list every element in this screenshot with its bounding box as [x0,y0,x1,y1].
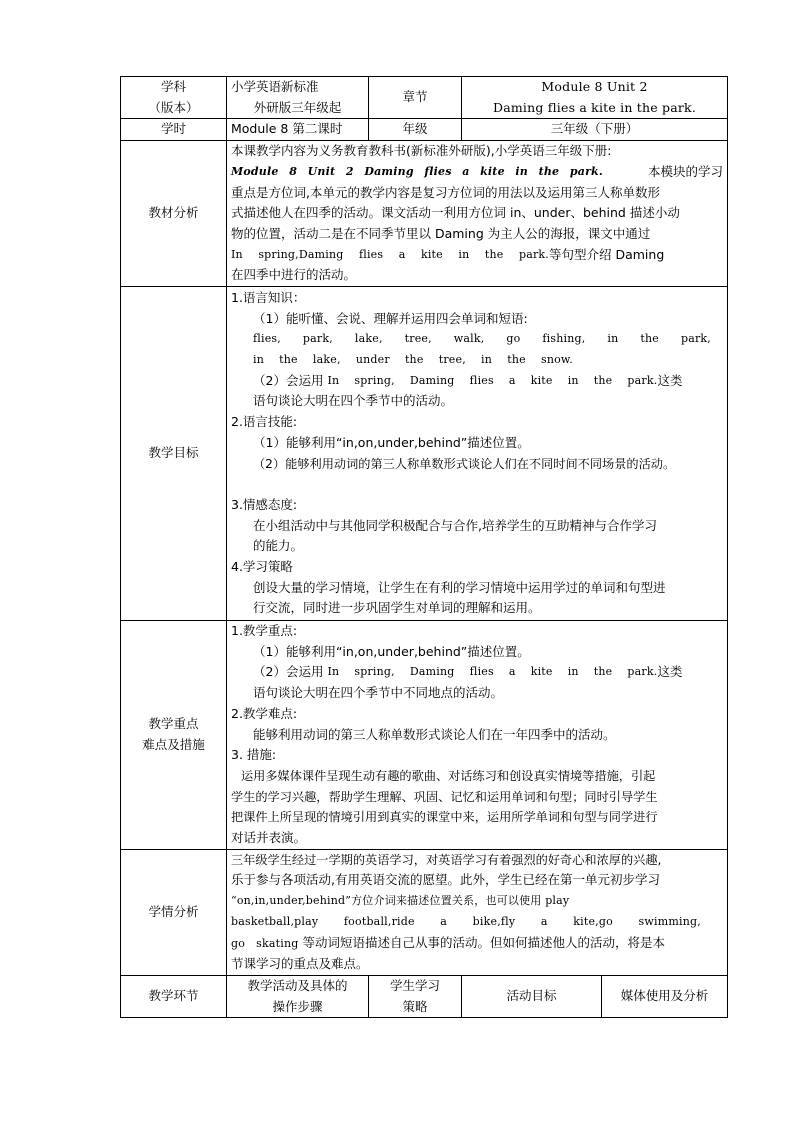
word: park. [627,373,658,387]
word: kite [530,665,553,679]
word: Daming [364,164,414,178]
learners-content [227,849,728,975]
activity-header-row [121,975,728,1017]
word: a [508,373,516,387]
word: go [506,332,521,346]
word: the [404,353,424,367]
word: the [484,247,504,261]
word: Daming [409,373,455,387]
materials-line-2-en [231,162,603,183]
teaching-step-header: 教学环节 [121,975,227,1017]
student-strategy-header-2: 策略 [402,998,428,1014]
kp-1-1: （1）能够利用“in,on,under,behind”描述位置。 [253,643,530,659]
obj-heading-2: 2.语言技能: [231,414,298,430]
word: the [593,373,613,387]
word: In [327,665,340,679]
learners-row [121,849,728,975]
activity-steps-header-2: 操作步骤 [272,998,323,1014]
objectives-row [121,287,728,621]
word: 8 [289,164,298,178]
word: the [507,353,526,367]
subject-label-cell [121,77,227,119]
activity-goal-header: 活动目标 [462,975,602,1017]
word: in [458,247,470,261]
obj-4-1: 创设大量的学习情境，让学生在有利的学习情境中运用学过的单词和句型进 [253,579,666,595]
learners-line-5-tail: 等动词短语描述自己从事的活动。但如何描述他人的活动，将是本 [302,934,665,950]
lesson-plan-table [120,76,728,1018]
period-value: Module 8 第二课时 [227,119,369,141]
kp-3-2: 学生的学习兴趣，帮助学生理解、巩固、记忆和运用单词和句型；同时引导学生 [231,789,658,804]
keypoints-content [227,621,728,850]
obj-heading-1: 1.语言知识： [231,289,306,305]
obj-1-1: （1）能听懂、会说、理解并运用四会单词和短语: [253,310,528,326]
materials-line-6-tail: 等句型介绍 Daming [549,246,665,262]
learners-label: 学情分析 [121,849,227,975]
student-strategy-header-1: 学生学习 [389,977,440,993]
word: walk, [453,332,485,346]
chapter-label: 章节 [369,77,462,119]
grade-label: 年级 [369,119,462,141]
kp-1-2-cont: 语句谈论大明在四个季节中不同地点的活动。 [253,685,504,701]
objectives-label: 教学目标 [121,287,227,621]
media-analysis-header: 媒体使用及分析 [602,975,728,1017]
word: in [607,332,619,346]
word: spring,Daming [258,247,344,261]
materials-line-3: 重点是方位词,本单元的教学内容是复习方位词的用法以及运用第三人称单数形 [231,184,660,200]
obj-3-2: 的能力。 [253,538,304,554]
obj-blank-line [231,474,723,495]
materials-line-2-tail: 本模块的学习 [647,163,723,179]
materials-line-4: 式描述他人在四季的活动。课文活动一利用方位词 in、under、behind 描述小动 [231,205,680,221]
keypoints-label-cell [121,621,227,850]
learners-line-3: “on,in,under,behind”方位介词来描述位置关系，也可以使用 play [231,894,570,908]
grade-value: 三年级（下册） [462,119,728,141]
word: in [515,164,528,178]
word: tree, [404,332,432,346]
word: in [253,353,265,367]
learners-line-2: 乐于参与各项活动,有用英语交流的愿望。此外，学生已经在第一单元初步学习 [231,872,660,888]
word: lake, [354,332,383,346]
word: football,ride [343,914,415,928]
subject-label: 学科 [160,79,186,94]
word: a [540,914,548,928]
kp-3-4: 对话并表演。 [231,830,307,846]
word: park. [627,665,658,679]
student-strategy-header [369,975,462,1017]
subject-value-2: 外研版三年级起 [253,99,342,115]
period-label: 学时 [121,119,227,141]
kp-1-2 [231,662,723,683]
word: Daming [409,665,455,679]
obj-words-row-1 [231,329,723,350]
subject-value-cell [227,77,369,119]
word: flies [358,247,384,261]
word: the [640,332,660,346]
header-row-period [121,119,728,141]
chapter-value-2: Daming flies a kite in the park. [493,99,696,115]
materials-line-7: 在四季中进行的活动。 [231,267,357,283]
materials-content [227,141,728,287]
kp-heading-2: 2.教学难点: [231,705,298,721]
word: Unit [307,164,336,178]
activity-steps-header [227,975,369,1017]
obj-1-2-cont: 语句谈论大明在四个季节中的活动。 [253,393,454,409]
kp-1-2-en [327,662,657,683]
word: in [567,665,579,679]
word: lake, [312,353,341,367]
kp-1-2-tail: 这类 [657,664,683,680]
word: the [279,353,298,367]
subject-value-1: 小学英语新标准 [231,79,319,94]
header-row-subject [121,77,728,119]
word: in [481,353,493,367]
learners-line-1: 三年级学生经过一学期的英语学习，对英语学习有着强烈的好奇心和浓厚的兴趣, [231,852,662,867]
obj-1-2-lead: （2）会运用 [253,372,324,388]
word: kite [420,247,443,261]
materials-line-6 [231,245,723,266]
edition-label: （版本） [148,99,199,115]
word: swimming, [638,914,701,928]
word: basketball,play [231,914,319,928]
kp-heading-1: 1.教学重点: [231,623,298,639]
chapter-value-1: Module 8 Unit 2 [541,79,648,94]
materials-line-2 [231,162,723,183]
word: park. [518,247,549,261]
materials-row [121,141,728,287]
word: a [440,914,448,928]
word: flies [469,373,494,387]
word: in [567,373,579,387]
word: park, [302,332,333,346]
materials-line-6-en [231,245,549,266]
word: a [398,247,406,261]
obj-1-2 [231,371,723,392]
kp-1-2-lead: （2）会运用 [253,664,324,680]
word: Module [231,164,279,178]
learners-line-5 [231,933,723,955]
word: tree, [438,353,466,367]
word: kite [480,164,505,178]
word: kite [530,373,553,387]
chapter-value-cell [462,77,728,119]
word: the [593,665,613,679]
keypoints-label-2: 难点及措施 [142,736,205,752]
obj-heading-3: 3.情感态度: [231,496,298,512]
word: flies [469,665,494,679]
learners-line-5-en: go skating [231,936,299,950]
word: spring, [354,373,395,387]
materials-line-1: 本课教学内容为义务教育教科书(新标准外研版),小学英语三年级下册: [231,143,612,159]
obj-4-2: 行交流，同时进一步巩固学生对单词的理解和运用。 [253,600,541,616]
obj-2-2: （2）能够利用动词的第三人称单数形式谈论人们在不同时间不同场景的活动。 [253,456,676,471]
keypoints-label-1: 教学重点 [148,716,199,732]
activity-steps-header-1: 教学活动及具体的 [247,977,348,993]
obj-2-1: （1）能够利用“in,on,under,behind”描述位置。 [253,434,530,450]
word: fishing, [542,332,586,346]
word: 2 [345,164,354,178]
word: In [327,373,340,387]
word: kite,go [573,914,613,928]
learners-line-4 [231,912,701,933]
word: under [355,353,390,367]
obj-3-1: 在小组活动中与其他同学积极配合与合作,培养学生的互助精神与合作学习 [253,517,657,533]
obj-1-2-tail: 这类 [657,372,683,388]
word: a [462,164,470,178]
obj-1-2-en [327,371,657,392]
word: In [231,247,243,261]
obj-heading-4: 4.学习策略 [231,559,293,575]
word: bike,fly [472,914,516,928]
kp-2-1: 能够利用动词的第三人称单数形式谈论人们在一年四季中的活动。 [253,726,616,742]
word: the [538,164,560,178]
word: flies, [253,332,281,346]
materials-label: 教材分析 [121,141,227,287]
kp-3-1: 运用多媒体课件呈现生动有趣的歌曲、对话练习和创设真实情境等措施，引起 [241,768,656,783]
learners-line-6: 节课学习的重点及难点。 [231,956,369,972]
kp-heading-3: 3. 措施: [231,747,277,763]
word: park, [680,332,711,346]
kp-3-3: 把课件上所呈现的情境引用到真实的课堂中来，运用所学单词和句型与同学进行 [231,810,658,825]
word: snow. [540,353,573,367]
obj-words-row-2 [231,350,573,371]
objectives-content [227,287,728,621]
word: a [508,665,516,679]
word: spring, [354,665,395,679]
word: flies [424,164,452,178]
word: park. [569,164,603,178]
keypoints-row [121,621,728,850]
materials-line-5: 物的位置，活动二是在不同季节里以 Daming 为主人公的海报，课文中通过 [231,225,651,241]
